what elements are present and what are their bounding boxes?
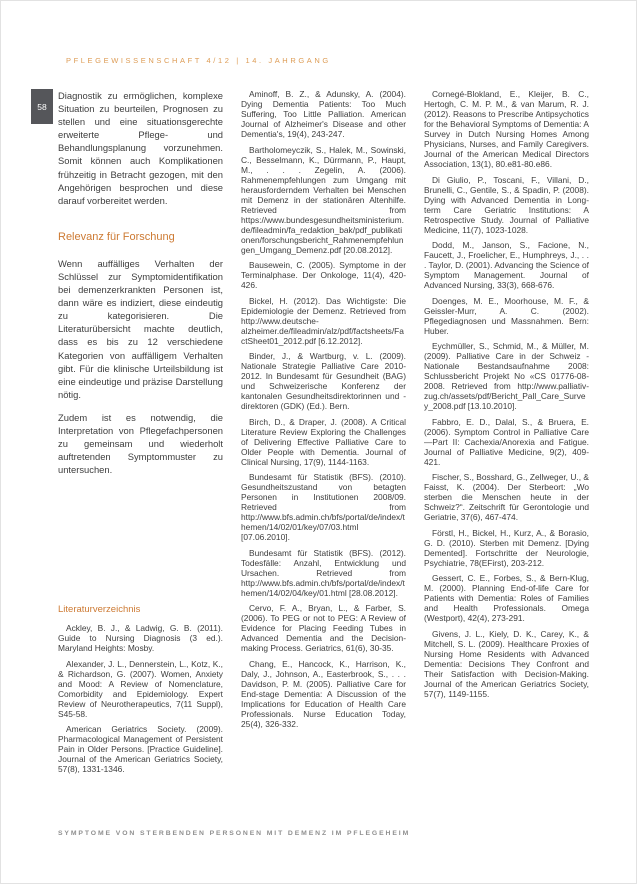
reference-entry: Förstl, H., Bickel, H., Kurz, A., & Borasio, G. D. (2010). Sterben mit Demenz. [Dying Demented]. Fortschritte der Neurologie, Psychiatrie, 78(EFirst), 203-212. xyxy=(424,527,589,568)
reference-entry: Aminoff, B. Z., & Adunsky, A. (2004). Dying Dementia Patients: Too Much Suffering, Too Little Palliation. American Journal of Alzheimer's Disease and other Dementia's, 19(4), 243-247. xyxy=(241,89,406,139)
reference-entry: Bickel, H. (2012). Das Wichtigste: Die Epidemiologie der Demenz. Retrieved from http://www.deutsche-alzheimer.de/fileadmin/alz/pdf/factsheets/FactSheet01_2012.pdf [6.12.2012]. xyxy=(241,295,406,346)
reference-entry: Eychmüller, S., Schmid, M., & Müller, M. (2009). Palliative Care in der Schweiz - Nationale Bestandsaufnahme 2008: Schlussbericht Projekt No «CS 01776-08-2008. Retrieved from http://www.palliativ-zug.ch/assets/pdf/Bericht_Pall_Care_Survey_2008.pdf [13.10.2010]. xyxy=(424,341,589,411)
page-number: 58 xyxy=(37,101,47,112)
reference-entry: Cervo, F. A., Bryan, L., & Farber, S. (2006). To PEG or not to PEG: A Review of Evidence for Placing Feeding Tubes in Advanced Dementia and the Decision-making Process. Geriatrics, 61(6), 30-35. xyxy=(241,603,406,653)
running-footer: SYMPTOME VON STERBENDEN PERSONEN MIT DEMENZ IM PFLEGEHEIM xyxy=(58,830,411,837)
reference-list xyxy=(241,89,406,729)
page-number-badge xyxy=(31,89,53,124)
journal-header: PFLEGEWISSENSCHAFT 4/12 | 14. JAHRGANG xyxy=(66,56,331,65)
reference-entry: Fischer, S., Bosshard, G., Zellweger, U., & Faisst, K. (2004). Der Sterbeort: „Wo sterben die Menschen heute in der Schweiz?“. Zeitschrift für Gerontologie und Geriatrie, 37(6), 467-474. xyxy=(424,472,589,522)
reference-entry: Bartholomeyczik, S., Halek, M., Sowinski, C., Besselmann, K., Dürrmann, P., Haupt, M., . . . Zegelin, A. (2006). Rahmenempfehlungen zum Umgang mit herausforderndem Verhalten bei Menschen mit Demenz in der stationären Altenhilfe. Retrieved from https://www.bundesgesundheitsministerium.de/fileadmin/fa_redaktion_bak/pdf_publikationen/forschungsbericht_Rahmenempfehlungen_Umgang_Demenz.pdf [20.08.2012]. xyxy=(241,144,406,255)
intro-paragraph: Diagnostik zu ermöglichen, komplexe Situation zu beurteilen, Prognosen zu stellen und eine situationsgerechte erweiterte Pflege- und Behandlungsplanung vorzunehmen. Somit können auch Komplikationen frühzeitig in Betracht gezogen, mit den Angehörigen besprochen und diese darauf vorbereitet werden. xyxy=(58,90,223,206)
reference-entry: Ackley, B. J., & Ladwig, G. B. (2011). Guide to Nursing Diagnosis (3 ed.). Maryland Heights: Mosby. xyxy=(58,623,223,654)
reference-list xyxy=(424,89,589,699)
column-1 xyxy=(58,89,223,780)
reference-entry: American Geriatrics Society. (2009). Pharmacological Management of Persistent Pain in Older Persons. [Practice Guideline]. Journal of the American Geriatrics Society, 57(8), 1331-1346. xyxy=(58,724,223,775)
section-heading-relevanz: Relevanz für Forschung xyxy=(58,230,175,243)
reference-entry: Bausewein, C. (2005). Symptome in der Terminalphase. Der Onkologe, 11(4), 420-426. xyxy=(241,260,406,290)
reference-entry: Binder, J., & Wartburg, v. L. (2009). Nationale Strategie Palliative Care 2010-2012. In Bundesamt für Gesundheit (BAG) und Schweizerische Konferenz der kantonalen Gesundheitsdirektorinnen und -direktoren (GDK) (Ed.). Bern. xyxy=(241,351,406,411)
reference-entry: Di Giulio, P., Toscani, F., Villani, D., Brunelli, C., Gentile, S., & Spadin, P. (2008). Dying with Advanced Dementia in Long-term Care Geriatric Institutions: A Retrospective Study. Journal of Palliative Medicine, 11(7), 1023-1028. xyxy=(424,174,589,235)
body-paragraph: Wenn auffälliges Verhalten der Schlüssel zur Symptomidentifikation bei demenzerkrankten Personen ist, dann wäre es indiziert, diese eindeutig zu kategorisieren. Die Literaturübersicht machte deutlich, dass es bis zu 12 verschiedene Kategorien von auffälligem Verhalten gibt. Für die klinische Urteilsbildung ist eine eindeutige und präzise Darstellung nötig. xyxy=(58,257,223,400)
reference-entry: Fabbro, E. D., Dalal, S., & Bruera, E. (2006). Symptom Control in Palliative Care—Part II: Cachexia/Anorexia and Fatigue. Journal of Palliative Medicine, 9(2), 409-421. xyxy=(424,416,589,467)
reference-entry: Gessert, C. E., Forbes, S., & Bern-Klug, M. (2000). Planning End-of-life Care for Patients with Dementia: Roles of Families and Health Professionals. Omega (Westport), 42(4), 273-291. xyxy=(424,573,589,623)
column-3 xyxy=(424,89,589,780)
reference-list xyxy=(58,623,223,774)
reference-entry: Givens, J. L., Kiely, D. K., Carey, K., & Mitchell, S. L. (2009). Healthcare Proxies of Nursing Home Residents with Advanced Dementia: Decisions They Confront and Their Satisfaction with Decision-Making. Journal of the American Geriatrics Society, 57(7), 1149-1155. xyxy=(424,628,589,699)
reference-entry: Dodd, M., Janson, S., Facione, N., Faucett, J., Froelicher, E., Humphreys, J., . . . Taylor, D. (2001). Advancing the Science of Symptom Management. Journal of Advanced Nursing, 33(3), 668-676. xyxy=(424,240,589,290)
page-content xyxy=(58,89,588,780)
references-heading: Literaturverzeichnis xyxy=(58,604,141,616)
reference-entry: Bundesamt für Statistik (BFS). (2010). Gesundheitszustand von betagten Personen in Institutionen 2008/09. Retrieved from http://www.bfs.admin.ch/bfs/portal/de/index/themen/14/02/01/key/07/03.html [07.06.2010]. xyxy=(241,472,406,542)
reference-entry: Alexander, J. L., Dennerstein, L., Kotz, K., & Richardson, G. (2007). Women, Anxiety and Mood: A Review of Nomenclature, Comorbidity and Epidemiology. Expert Review of Neurotherapeutics, 7(11 Suppl), S45-58. xyxy=(58,658,223,719)
reference-entry: Birch, D., & Draper, J. (2008). A Critical Literature Review Exploring the Challenges of Delivering Effective Palliative Care to Older People with Dementia. Journal of Clinical Nursing, 17(9), 1144-1163. xyxy=(241,416,406,467)
reference-entry: Cornegé-Blokland, E., Kleijer, B. C., Hertogh, C. M. P. M., & van Marum, R. J. (2012). Reasons to Prescribe Antipsychotics for the Behavioral Symptoms of Dementia: A Survey in Dutch Nursing Homes Among Physicians, Nurses, and Family Caregivers. Journal of the American Medical Directors Association, 13(1), 80.e81-80.e86. xyxy=(424,89,589,169)
column-2 xyxy=(241,89,406,780)
body-paragraph: Zudem ist es notwendig, die Interpretation von Pflegefachpersonen zu gemeinsam und wiederholt auftretenden Symptommuster zu untersuchen. xyxy=(58,411,223,476)
reference-entry: Doenges, M. E., Moorhouse, M. F., & Geissler-Murr, A. C. (2002). Pflegediagnosen und Massnahmen. Bern: Huber. xyxy=(424,295,589,336)
reference-entry: Bundesamt für Statistik (BFS). (2012). Todesfälle: Anzahl, Entwicklung und Ursachen. Retrieved from http://www.bfs.admin.ch/bfs/portal/de/index/themen/14/02/04/key/01.html [28.08.2012]. xyxy=(241,547,406,598)
reference-entry: Chang, E., Hancock, K., Harrison, K., Daly, J., Johnson, A., Easterbrook, S., . . . Davidson, P. M. (2005). Palliative Care for End-stage Dementia: A Discussion of the Implications for Education of Health Care Professionals. Nurse Education Today, 25(4), 326-332. xyxy=(241,658,406,729)
